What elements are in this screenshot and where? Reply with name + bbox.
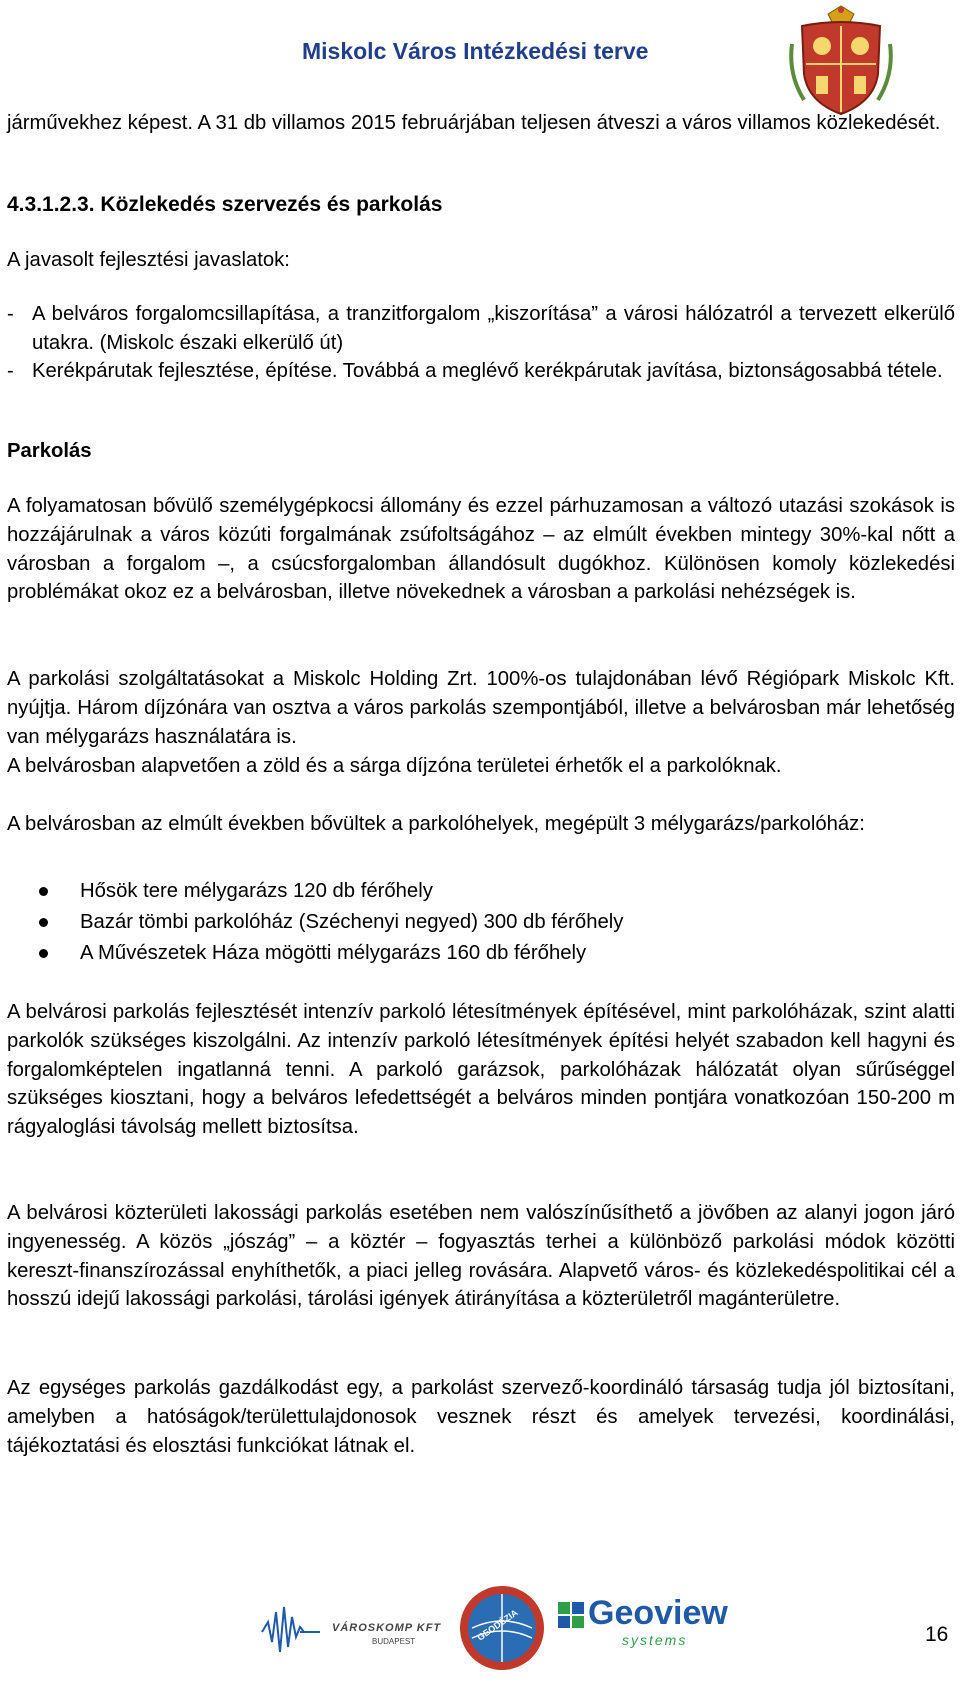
logo2-text: GEODÉZIA — [475, 1607, 520, 1643]
parking-paragraph-7: Az egységes parkolás gazdálkodást egy, a parkolást szervező-koordináló társaság tudja jól biztosítani, amelyben a hatóságok/területtulajdonosok vesznek részt és amelyek tervezési, koordinálási, tájékoztatási és elosztási funkciókat látnak el. — [7, 1377, 955, 1457]
list-dash: - — [7, 360, 14, 382]
logo1-text: VÁROSKOMP KFT — [332, 1622, 442, 1634]
section-subheading: A javasolt fejlesztési javaslatok: — [7, 249, 290, 271]
parking-paragraph-4: A belvárosban az elmúlt években bővültek a parkolóhelyek, megépült 3 mélygarázs/parkolóház: — [7, 813, 865, 835]
parking-paragraph-1: A folyamatosan bővülő személygépkocsi állomány és ezzel párhuzamosan a változó utazási szokások is hozzájárulnak a város közúti forgalmának zsúfoltságához – az elmúlt években mintegy 30%-kal nőtt a városban a forgalom –, a csúcsforgalomban állandósult dugókhoz. Különösen komoly közlekedési problémákat okoz ez a belvárosban, illetve növekednek a városban a parkolási nehézségek is. — [7, 495, 955, 604]
bullet-icon — [39, 949, 48, 958]
parking-paragraph-6: A belvárosi közterületi lakossági parkolás esetében nem valószínűsíthető a jövőben az alanyi jogon járó ingyenesség. A közös „jószág” – a köztér – fogyasztás terhei a különböző parkolási módok közötti kereszt-finanszírozással enyhíthetők, a piaci jelleg rovására. Alapvető város- és közlekedéspolitikai cél a hosszú idejű lakossági parkolási, tárolási igények átirányítása a közterületről magánterületre. — [7, 1202, 955, 1311]
intro-paragraph: járművekhez képest. A 31 db villamos 2015 februárjában teljesen átveszi a város villamos közlekedését. — [7, 112, 941, 134]
footer-logos — [260, 1582, 730, 1672]
page-number: 16 — [925, 1623, 949, 1646]
list-dash: - — [7, 303, 14, 325]
list-item: A Művészetek Háza mögötti mélygarázs 160 db férőhely — [7, 938, 955, 969]
bullet-icon — [39, 918, 48, 927]
logo3-subtext: systems — [622, 1632, 688, 1648]
list-item: Hősök tere mélygarázs 120 db férőhely — [7, 876, 955, 907]
geoview-mark-icon — [558, 1602, 586, 1630]
list-item — [7, 357, 955, 386]
logo1-subtext: BUDAPEST — [372, 1637, 416, 1646]
logo3-text: Geoview — [588, 1594, 728, 1632]
garage-list — [7, 876, 955, 969]
geodezia-globe-icon — [458, 1584, 546, 1672]
city-crest-icon — [788, 4, 894, 116]
parking-paragraph-5: A belvárosi parkolás fejlesztését intenzív parkoló létesítmények építésével, mint parkolóházak, szint alatti parkolók szükséges kiszolgálni. Az intenzív parkoló létesítmények építési helyét szabadon kell hagyni és forgalomképtelen ingatlanná tenni. A parkoló garázsok, parkolóházak hálózatát olyan sűrűséggel szükséges kiosztani, hogy a belváros lefedettségét a belváros minden pontjára vonatkozóan 150-200 m rágyaloglási távolság mellett biztosítsa. — [7, 1001, 955, 1139]
parking-paragraph-3: A belvárosban alapvetően a zöld és a sárga díjzóna területei érhetők el a parkolóknak. — [7, 755, 782, 777]
list-item: Bazár tömbi parkolóház (Széchenyi negyed) 300 db férőhely — [7, 907, 955, 938]
list-item — [7, 300, 955, 358]
parking-paragraph-2: A parkolási szolgáltatásokat a Miskolc Holding Zrt. 100%-os tulajdonában lévő Régiópark Miskolc Kft. nyújtja. Három díjzónára van osztva a város parkolás szempontjából, illetve a belvárosban már lehetőség van mélygarázs használatára is. — [7, 668, 955, 748]
bullet-icon — [39, 887, 48, 896]
list-item-text: A belváros forgalomcsillapítása, a tranzitforgalom „kiszorítása” a városi hálózatról a tervezett elkerülő utakra. (Miskolc északi elkerülő út) — [32, 303, 955, 354]
parking-heading: Parkolás — [7, 440, 92, 462]
section-heading: 4.3.1.2.3. Közlekedés szervezés és parkolás — [7, 193, 443, 216]
list-item-text: Kerékpárutak fejlesztése, építése. Továbbá a meglévő kerékpárutak javítása, biztonságosabbá tétele. — [32, 360, 943, 382]
page-header-title: Miskolc Város Intézkedési terve — [302, 38, 649, 64]
